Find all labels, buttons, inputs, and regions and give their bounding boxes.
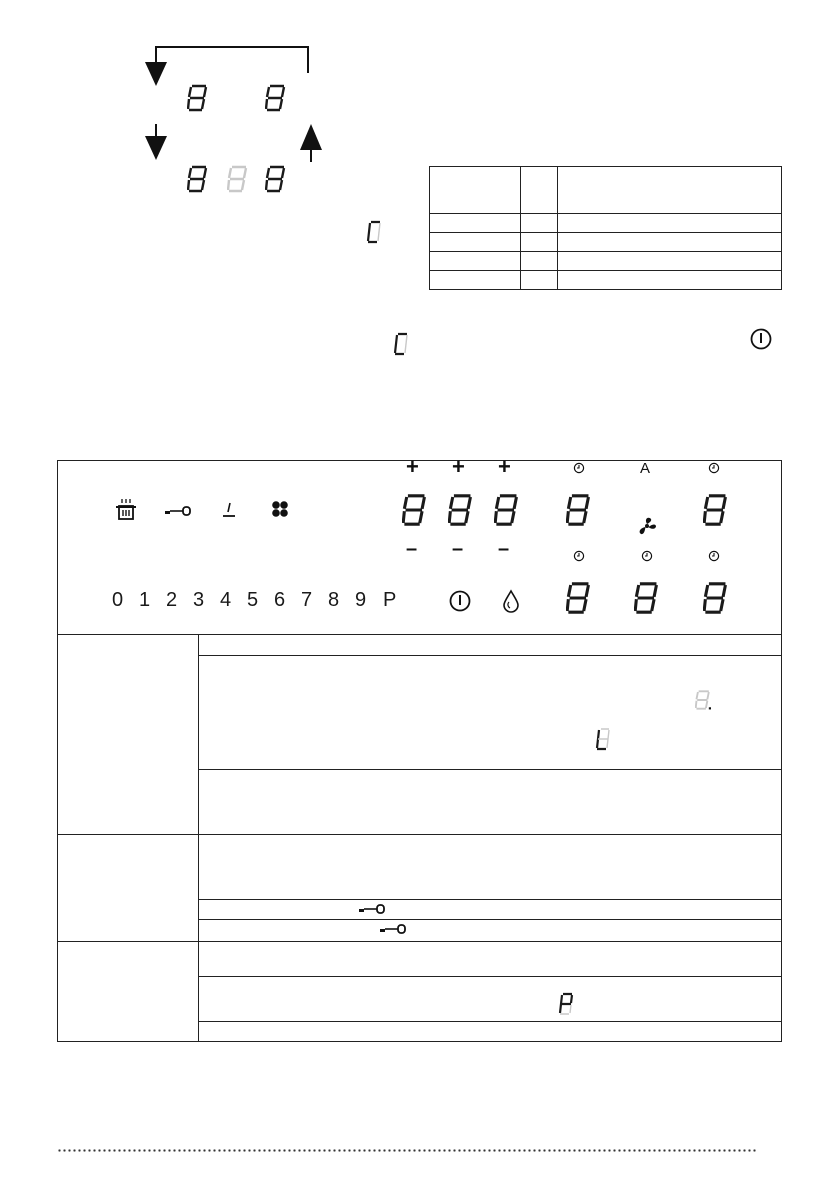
table-divider xyxy=(198,655,782,656)
segment-digit xyxy=(402,493,428,527)
table-row xyxy=(430,167,782,214)
segment-digit xyxy=(494,493,520,527)
arrow-down-icon xyxy=(145,136,167,160)
arrow-down-icon xyxy=(145,62,167,86)
minus-label: – xyxy=(406,538,418,560)
level-label: 7 xyxy=(301,589,313,611)
segment-digit xyxy=(703,581,729,615)
plus-label: + xyxy=(452,454,465,479)
segment-digit xyxy=(566,581,592,615)
drop-icon xyxy=(502,589,520,613)
level-label: 1 xyxy=(139,589,151,611)
table-divider xyxy=(198,919,782,920)
flower-icon xyxy=(271,500,289,518)
table-divider xyxy=(198,1021,782,1022)
segment-c-symbol xyxy=(366,220,382,244)
segment-digit xyxy=(187,165,209,193)
table-divider xyxy=(57,834,782,835)
table-divider xyxy=(198,976,782,977)
segment-digit xyxy=(695,688,711,712)
segment-digit xyxy=(703,493,729,527)
table-row xyxy=(430,271,782,290)
segment-c-symbol xyxy=(393,332,409,356)
segment-p-symbol xyxy=(558,992,574,1016)
segment-digit xyxy=(448,493,474,527)
fan-icon xyxy=(636,516,658,536)
key-lock-icon xyxy=(356,903,388,915)
level-label: 3 xyxy=(193,589,205,611)
function-table xyxy=(57,635,782,1042)
table-divider xyxy=(57,941,782,942)
table-row xyxy=(430,252,782,271)
key-lock-icon xyxy=(164,505,192,517)
minus-label: – xyxy=(498,538,510,560)
segment-digit xyxy=(265,165,287,193)
table-divider xyxy=(198,769,782,770)
level-label: 9 xyxy=(355,589,367,611)
info-table xyxy=(429,166,782,290)
pot-icon xyxy=(115,498,137,522)
key-lock-icon xyxy=(377,923,409,935)
level-label: P xyxy=(383,589,397,611)
segment-digit xyxy=(634,581,660,615)
clock-icon xyxy=(573,550,585,562)
footer-dotted-rule xyxy=(57,1149,757,1152)
level-label: 6 xyxy=(274,589,286,611)
clock-icon xyxy=(573,462,585,474)
segment-digit xyxy=(227,165,249,193)
table-row xyxy=(430,214,782,233)
level-label: 5 xyxy=(247,589,259,611)
minus-label: – xyxy=(452,538,464,560)
segment-l-symbol xyxy=(595,727,611,751)
level-label: 2 xyxy=(166,589,178,611)
clock-icon xyxy=(708,462,720,474)
segment-digit xyxy=(566,493,592,527)
power-icon xyxy=(448,589,472,613)
level-label: 0 xyxy=(112,589,124,611)
plus-label: + xyxy=(406,454,419,479)
plus-label: + xyxy=(498,454,511,479)
keep-warm-icon xyxy=(221,501,237,519)
level-label: 8 xyxy=(328,589,340,611)
power-icon xyxy=(749,327,773,351)
table-divider xyxy=(198,899,782,900)
segment-digit xyxy=(187,84,209,112)
table-row xyxy=(430,233,782,252)
segment-digit xyxy=(265,84,287,112)
arrow-up-icon xyxy=(300,124,322,150)
auto-label: A xyxy=(640,460,651,477)
clock-icon xyxy=(641,550,653,562)
table-divider xyxy=(198,635,199,1042)
clock-icon xyxy=(708,550,720,562)
level-label: 4 xyxy=(220,589,232,611)
